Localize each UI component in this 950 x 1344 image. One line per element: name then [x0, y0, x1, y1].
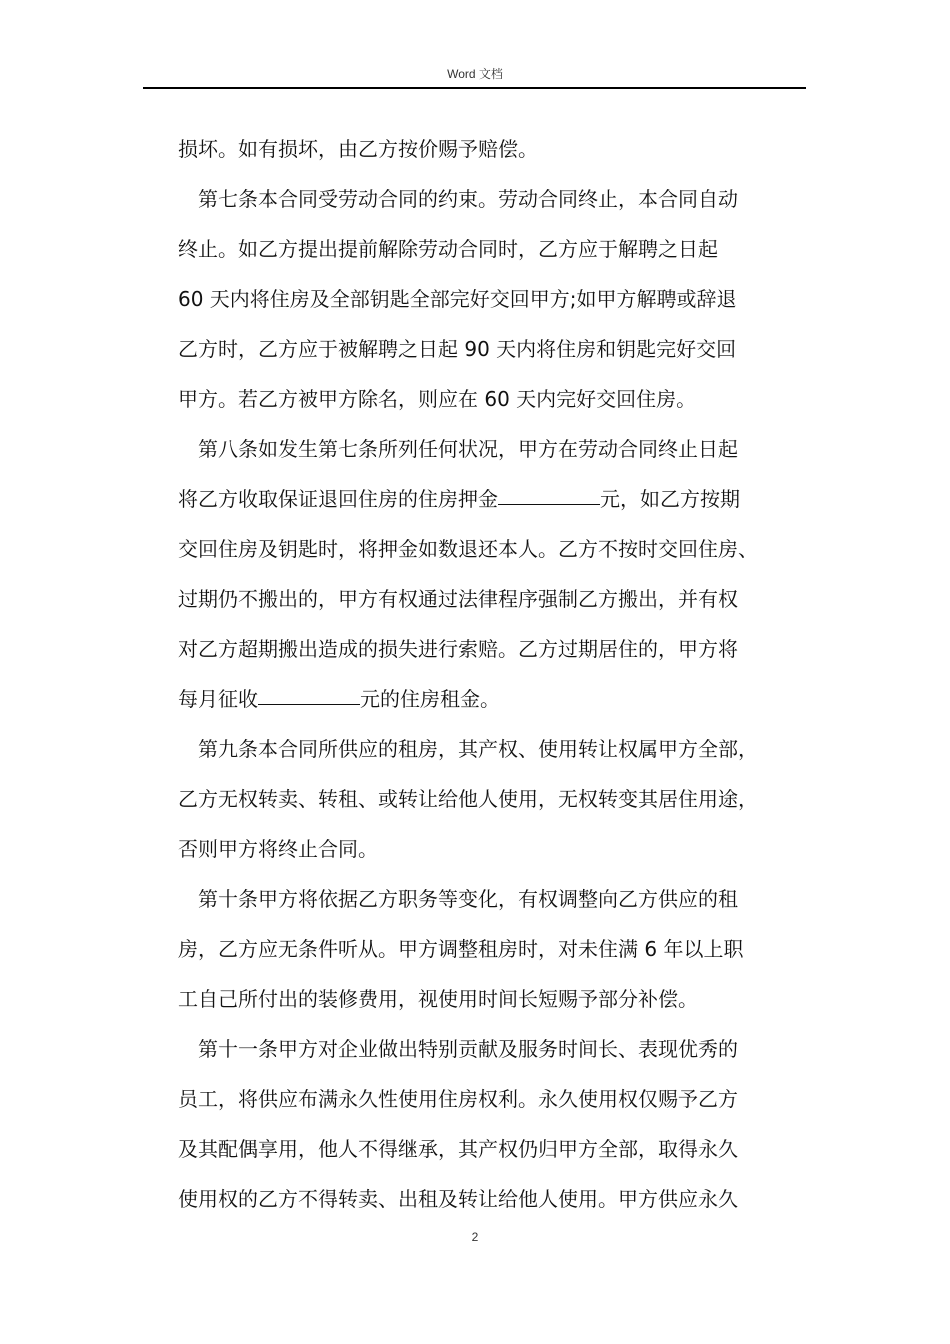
text-segment: 每月征收	[178, 687, 258, 711]
article-8-start: 第八条如发生第七条所列任何状况，甲方在劳动合同终止日起	[198, 437, 738, 461]
text-line: 交回住房及钥匙时，将押金如数退还本人。乙方不按时交回住房、	[178, 537, 758, 561]
text-line: 及其配偶享用，他人不得继承，其产权仍归甲方全部，取得永久	[178, 1137, 738, 1161]
text-line: 60 天内将住房及全部钥匙全部完好交回甲方;如甲方解聘或辞退	[178, 287, 737, 311]
article-7-start: 第七条本合同受劳动合同的约束。劳动合同终止，本合同自动	[198, 187, 738, 211]
text-line: 对乙方超期搬出造成的损失进行索赔。乙方过期居住的，甲方将	[178, 637, 738, 661]
text-line: 乙方时，乙方应于被解聘之日起 90 天内将住房和钥匙完好交回	[178, 337, 737, 361]
rent-amount-blank	[258, 684, 360, 705]
article-11-start: 第十一条甲方对企业做出特别贡献及服务时间长、表现优秀的	[198, 1037, 738, 1061]
header-divider	[143, 87, 806, 89]
text-line: 工自己所付出的装修费用，视使用时间长短赐予部分补偿。	[178, 987, 698, 1011]
text-line-with-blank	[178, 674, 808, 724]
text-segment: 元，如乙方按期	[600, 487, 740, 511]
deposit-amount-blank	[498, 484, 600, 505]
text-line: 否则甲方将终止合同。	[178, 837, 378, 861]
text-segment: 将乙方收取保证退回住房的住房押金	[178, 487, 498, 511]
text-line: 房，乙方应无条件听从。甲方调整租房时，对未住满 6 年以上职	[178, 937, 744, 961]
article-9-start: 第九条本合同所供应的租房，其产权、使用转让权属甲方全部，	[198, 737, 758, 761]
text-line: 甲方。若乙方被甲方除名，则应在 60 天内完好交回住房。	[178, 387, 697, 411]
text-line: 过期仍不搬出的，甲方有权通过法律程序强制乙方搬出，并有权	[178, 587, 738, 611]
text-line: 使用权的乙方不得转卖、出租及转让给他人使用。甲方供应永久	[178, 1187, 738, 1211]
text-line: 员工，将供应布满永久性使用住房权利。永久使用权仅赐予乙方	[178, 1087, 738, 1111]
document-body	[178, 124, 808, 1224]
article-10-start: 第十条甲方将依据乙方职务等变化，有权调整向乙方供应的租	[198, 887, 738, 911]
page-header: Word 文档	[447, 67, 503, 81]
text-line-with-blank	[178, 474, 808, 524]
text-line: 乙方无权转卖、转租、或转让给他人使用，无权转变其居住用途，	[178, 787, 758, 811]
text-line: 终止。如乙方提出提前解除劳动合同时，乙方应于解聘之日起	[178, 237, 718, 261]
page-number: 2	[471, 1230, 479, 1244]
text-line: 损坏。如有损坏，由乙方按价赐予赔偿。	[178, 137, 538, 161]
text-segment: 元的住房租金。	[360, 687, 500, 711]
